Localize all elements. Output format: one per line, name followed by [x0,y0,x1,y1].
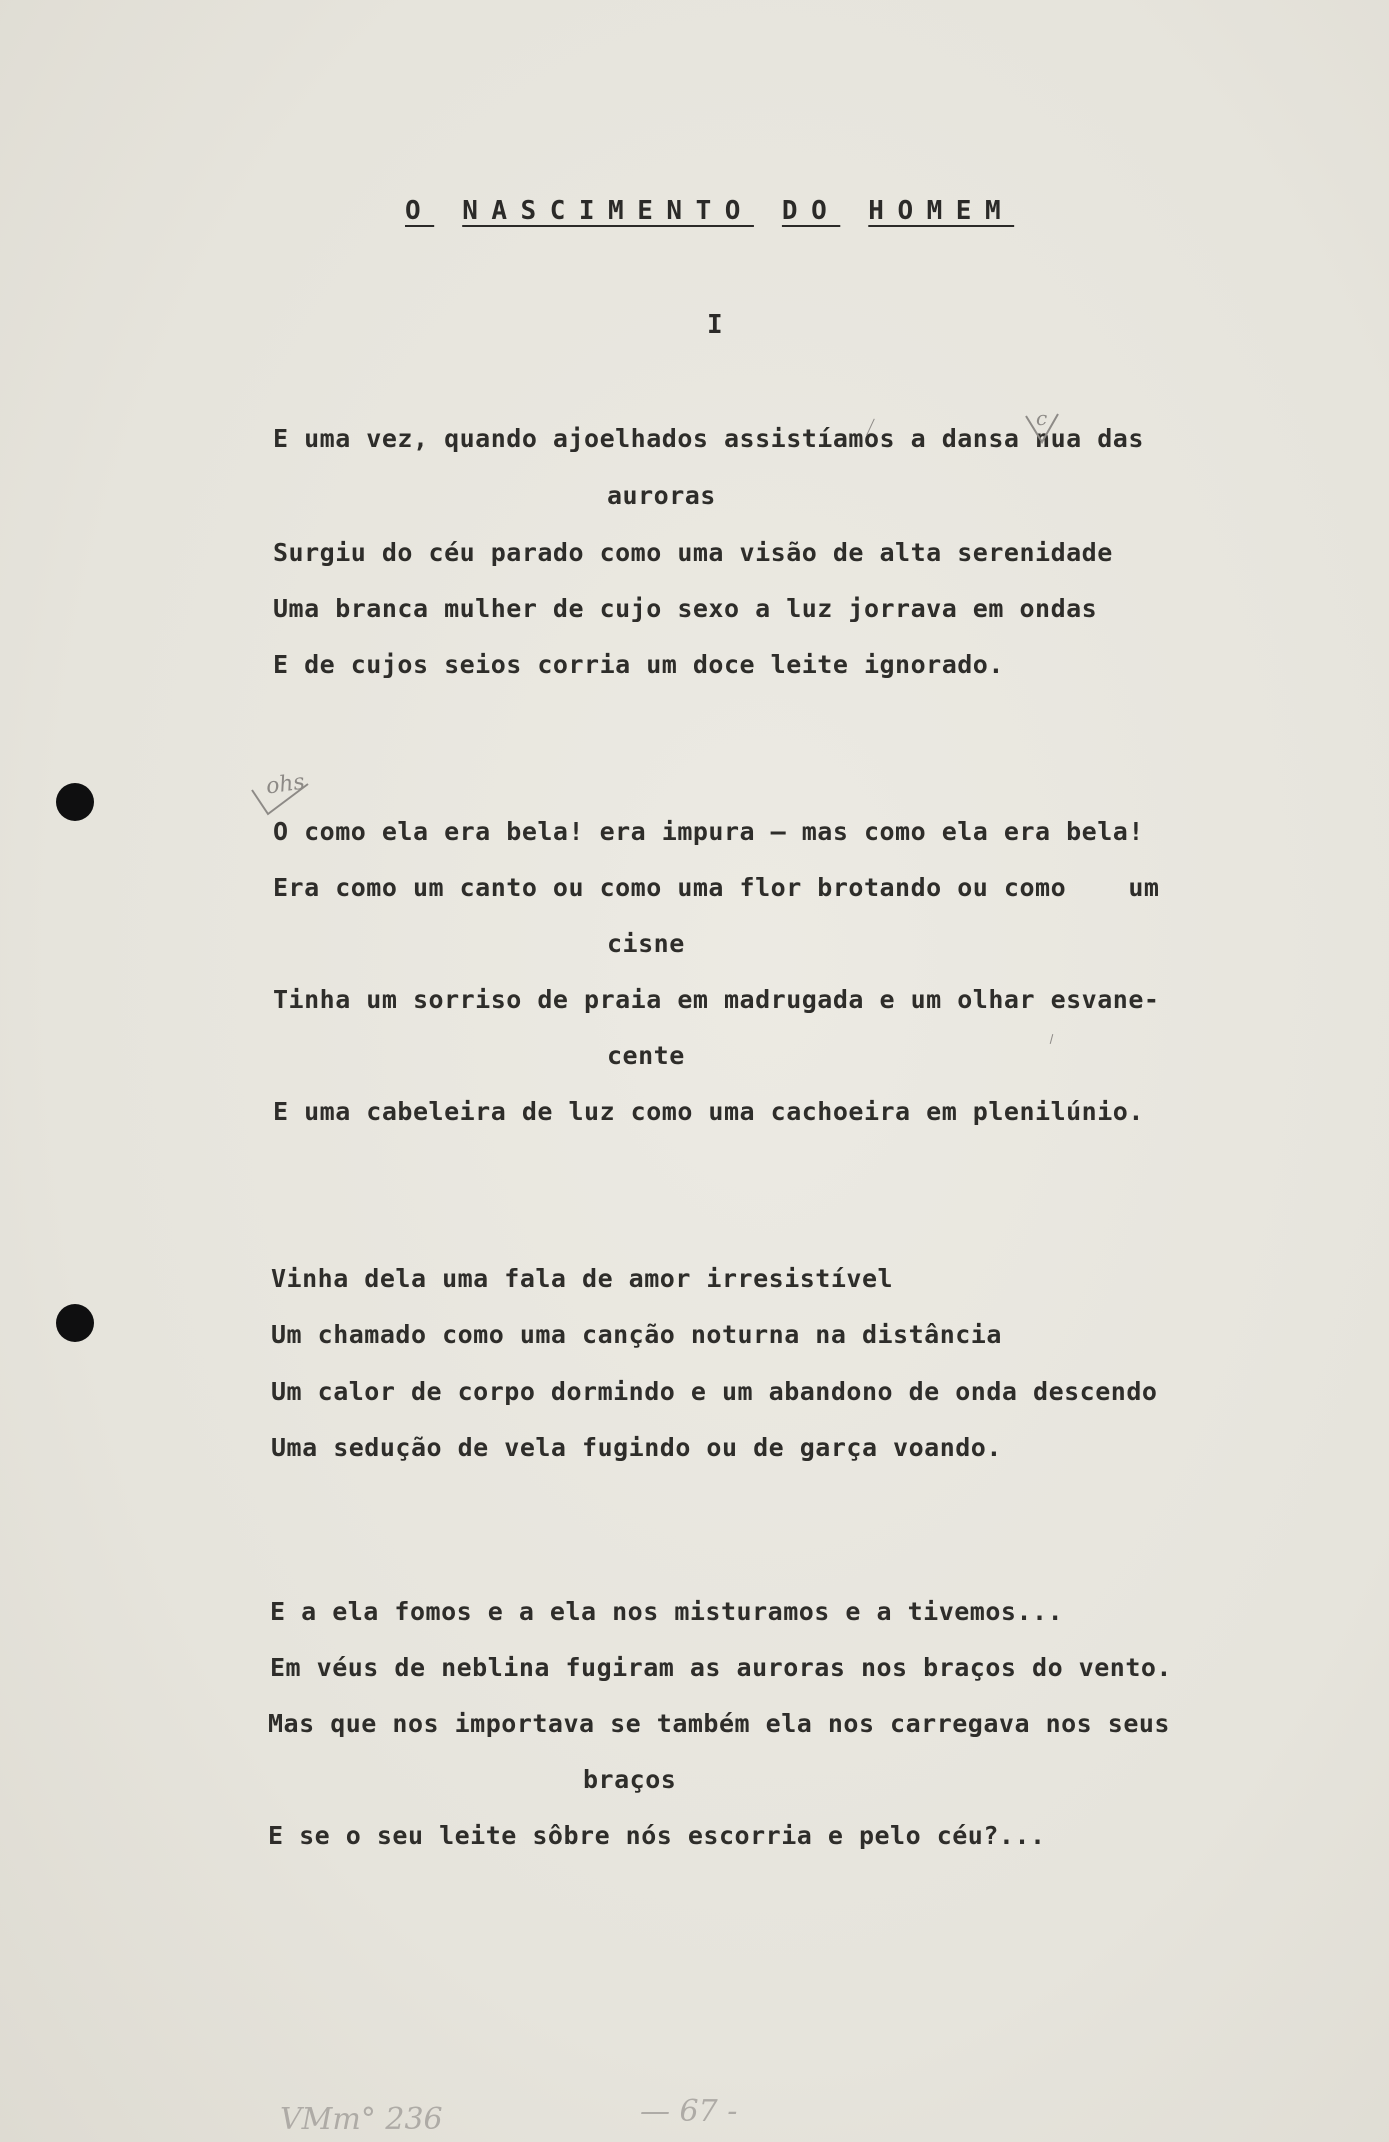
verse-line: Um calor de corpo dormindo e um abandono de onda descendo [271,1377,1158,1406]
binder-hole-top [56,783,94,821]
verse-line-continuation: auroras [607,481,716,510]
verse-line: Era como um canto ou como uma flor brotando ou como um [273,873,1160,902]
correction-letter-c: c [1036,406,1048,430]
margin-note-ohs: ohs [264,769,307,800]
verse-line: Um chamado como uma canção noturna na distância [271,1320,1002,1349]
binder-hole-bottom [56,1304,94,1342]
verse-line: Vinha dela uma fala de amor irresistível [271,1264,894,1293]
verse-line-continuation: cente [607,1041,685,1070]
verse-line: Uma sedução de vela fugindo ou de garça voando. [271,1433,1002,1462]
verse-line-continuation: cisne [607,929,685,958]
verse-line-continuation: braços [583,1765,677,1794]
title-word: O [405,196,435,226]
poem-title [405,196,1014,226]
verse-line: E se o seu leite sôbre nós escorria e pelo céu?... [268,1821,1046,1850]
verse-line: Em véus de neblina fugiram as auroras nos braços do vento. [270,1653,1172,1682]
title-word: HOMEM [868,196,1015,226]
page-number: — 67 - [640,2094,738,2129]
verse-line: Uma branca mulher de cujo sexo a luz jorrava em ondas [273,594,1098,623]
verse-line: E uma cabeleira de luz como uma cachoeira em plenilúnio. [273,1097,1144,1126]
title-word: DO [781,196,841,226]
correction-strike-icon [1022,412,1062,446]
verse-line: E uma vez, quando ajoelhados assistíamos a dansa nua das [273,424,1144,453]
section-number: I [707,310,723,340]
checkmark-icon [250,780,330,830]
archive-code: VMm° 236 [280,2102,443,2137]
verse-line: E a ela fomos e a ela nos misturamos e a tivemos... [270,1597,1064,1626]
verse-line: Surgiu do céu parado como uma visão de alta serenidade [273,538,1113,567]
title-word: NASCIMENTO [462,196,754,226]
verse-line: Mas que nos importava se também ela nos carregava nos seus [268,1709,1170,1738]
verse-line: Tinha um sorriso de praia em madrugada e um olhar esvane- [273,985,1160,1014]
verse-line: O como ela era bela! era impura — mas como ela era bela! [273,817,1144,846]
verse-line: E de cujos seios corria um doce leite ignorado. [273,650,1004,679]
